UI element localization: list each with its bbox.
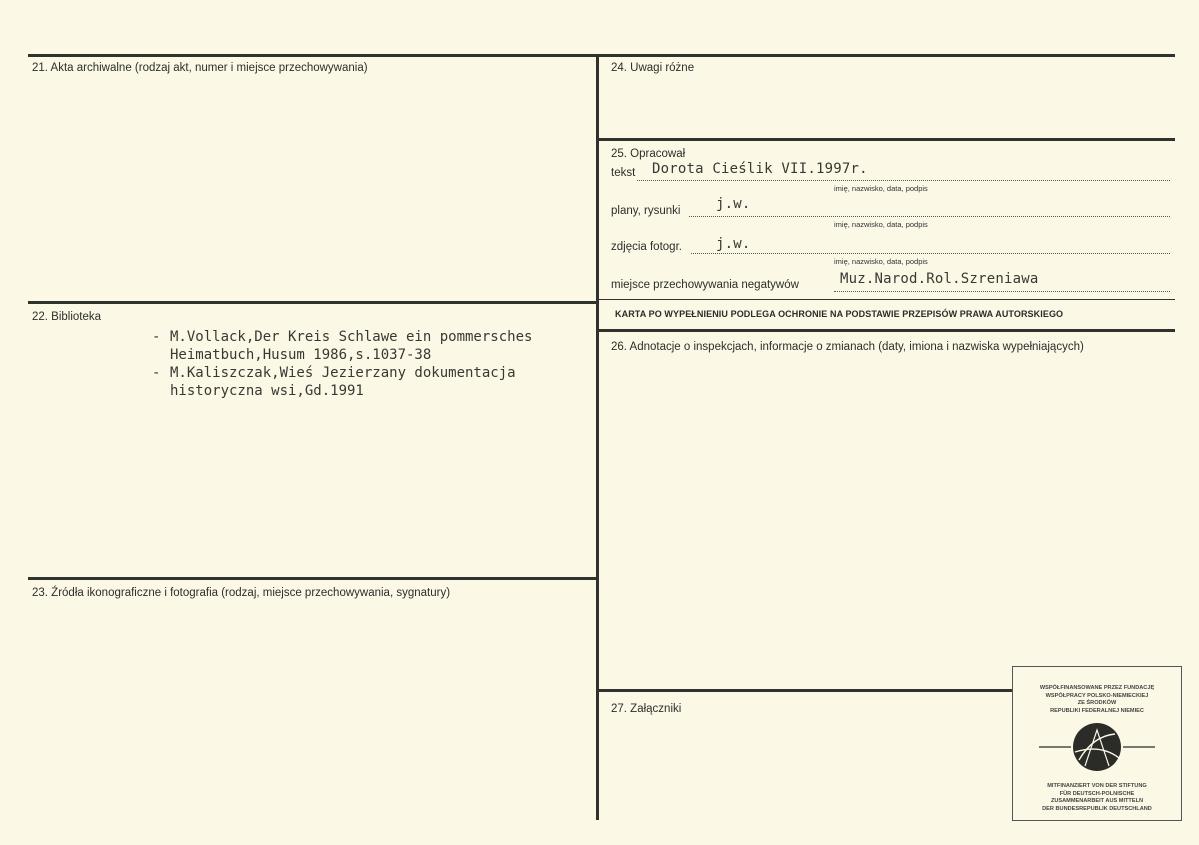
bibliography-entry: - M.Vollack,Der Kreis Schlawe ein pommersches Heimatbuch,Husum 1986,s.1037-38: [152, 329, 533, 363]
tekst-line: [637, 180, 1170, 181]
rule-26-27: [598, 689, 1012, 692]
zdjecia-value: j.w.: [716, 236, 751, 252]
bibliography-line: historyczna wsi,Gd.1991: [170, 383, 364, 399]
zdjecia-line: [691, 253, 1170, 254]
section-27-label: 27. Załączniki: [611, 703, 682, 715]
rule-24-25: [598, 138, 1175, 141]
rule-notice-26: [598, 329, 1175, 332]
plany-line: [689, 216, 1170, 217]
section-26-label: 26. Adnotacje o inspekcjach, informacje o zmianach (daty, imiona i nazwiska wypełniających): [611, 341, 1084, 353]
miejsce-line: [834, 291, 1170, 292]
top-rule: [28, 54, 1175, 57]
center-divider: [596, 54, 599, 820]
tekst-caption: imię, nazwisko, data, podpis: [834, 184, 928, 193]
zdjecia-caption: imię, nazwisko, data, podpis: [834, 257, 928, 266]
foundation-stamp: [1012, 666, 1182, 821]
rule-25-notice: [598, 299, 1175, 300]
bibliography-line: M.Vollack,Der Kreis Schlawe ein pommersches: [170, 329, 533, 345]
plany-value: j.w.: [716, 196, 751, 212]
rule-22-23: [28, 577, 598, 580]
biblioteka-list: [152, 328, 532, 400]
tekst-value: Dorota Cieślik VII.1997r.: [652, 161, 868, 177]
rule-21-22: [28, 301, 598, 304]
miejsce-label: miejsce przechowywania negatywów: [611, 279, 799, 291]
section-22-label: 22. Biblioteka: [32, 311, 102, 323]
stamp-top-text: WSPÓŁFINANSOWANE PRZEZ FUNDACJĘ WSPÓŁPRACY POLSKO-NIEMIECKIEJ ZE ŚRODKÓW REPUBLIKI FEDERALNEJ NIEMIEC: [1039, 685, 1155, 714]
foundation-logo-icon: [1013, 722, 1181, 772]
section-23-label: 23. Źródła ikonograficzne i fotografia (rodzaj, miejsce przechowywania, sygnatury): [32, 587, 451, 599]
bibliography-entry: - M.Kaliszczak,Wieś Jezierzany dokumentacja historyczna wsi,Gd.1991: [152, 364, 532, 400]
zdjecia-label: zdjęcia fotogr.: [611, 241, 682, 253]
miejsce-value: Muz.Narod.Rol.Szreniawa: [840, 271, 1039, 287]
section-21-label: 21. Akta archiwalne (rodzaj akt, numer i miejsce przechowywania): [32, 62, 368, 74]
section-25-label: 25. Opracował: [611, 148, 686, 160]
tekst-label: tekst: [611, 167, 636, 179]
plany-label: plany, rysunki: [611, 205, 681, 217]
plany-caption: imię, nazwisko, data, podpis: [834, 220, 928, 229]
bibliography-line: Heimatbuch,Husum 1986,s.1037-38: [170, 347, 432, 363]
bibliography-line: M.Kaliszczak,Wieś Jezierzany dokumentacja: [170, 365, 516, 381]
copyright-notice: KARTA PO WYPEŁNIENIU PODLEGA OCHRONIE NA PODSTAWIE PRZEPISÓW PRAWA AUTORSKIEGO: [615, 309, 1064, 319]
stamp-bottom-text: MITFINANZIERT VON DER STIFTUNG FÜR DEUTSCH-POLNISCHE ZUSAMMENARBEIT AUS MITTELN DER BUNDESREPUBLIK DEUTSCHLAND: [1042, 783, 1152, 812]
section-24-label: 24. Uwagi różne: [611, 62, 695, 74]
